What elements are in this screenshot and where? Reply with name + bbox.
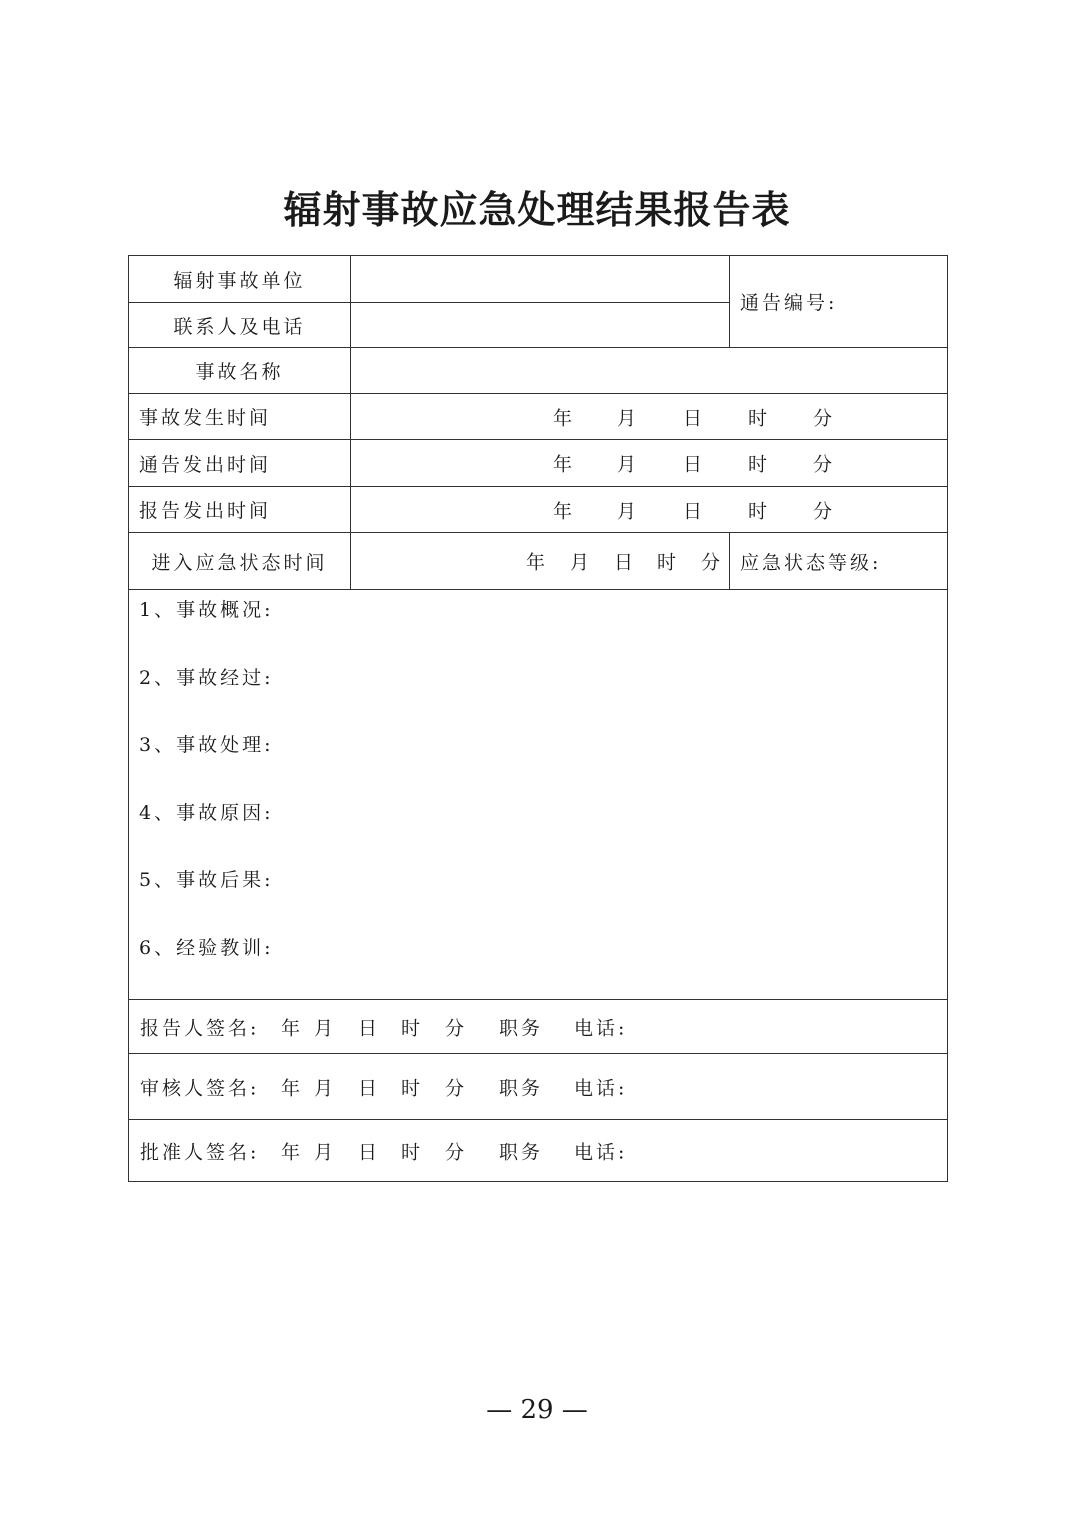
hour-unit: 时 — [748, 407, 768, 429]
day-unit: 日 — [358, 1141, 381, 1163]
report-form-table — [128, 255, 948, 1182]
accident-name-field[interactable] — [351, 348, 948, 394]
content-item: 2、事故经过: — [139, 666, 274, 689]
page-title: 辐射事故应急处理结果报告表 — [283, 187, 791, 232]
month-unit: 月 — [617, 407, 637, 429]
emergency-time-label: 进入应急状态时间 — [129, 533, 351, 590]
content-item: 4、事故原因: — [139, 801, 274, 824]
content-item: 1、事故概况: — [139, 599, 274, 621]
year-unit: 年 — [553, 500, 573, 522]
reviewer-row[interactable] — [129, 1054, 948, 1120]
contact-label: 联系人及电话 — [129, 303, 351, 348]
unit-label: 辐射事故单位 — [129, 256, 351, 303]
notice-time-label: 通告发出时间 — [129, 440, 351, 487]
report-time-field[interactable] — [351, 487, 948, 533]
hour-unit: 时 — [748, 453, 768, 476]
minute-unit: 分 — [813, 500, 833, 522]
page-number: — 29 — — [486, 1395, 588, 1425]
approver-signature-label: 批准人签名: — [140, 1141, 260, 1163]
month-unit: 月 — [314, 1017, 337, 1039]
hour-unit: 时 — [401, 1141, 424, 1163]
minute-unit: 分 — [445, 1017, 468, 1039]
emergency-time-field[interactable] — [351, 533, 730, 590]
month-unit: 月 — [314, 1077, 337, 1099]
reviewer-signature-label: 审核人签名: — [140, 1077, 260, 1099]
report-time-label: 报告发出时间 — [129, 487, 351, 533]
hour-unit: 时 — [401, 1017, 424, 1039]
emergency-level-label: 应急状态等级: — [730, 533, 948, 590]
day-unit: 日 — [614, 551, 634, 574]
minute-unit: 分 — [445, 1077, 468, 1099]
minute-unit: 分 — [813, 407, 833, 429]
month-unit: 月 — [617, 500, 637, 522]
year-unit: 年 — [281, 1017, 304, 1039]
month-unit: 月 — [617, 453, 637, 476]
minute-unit: 分 — [701, 551, 721, 574]
occur-time-field[interactable] — [351, 394, 948, 440]
year-unit: 年 — [553, 407, 573, 429]
content-item: 6、经验教训: — [139, 936, 274, 959]
day-unit: 日 — [358, 1077, 381, 1099]
accident-name-label: 事故名称 — [129, 348, 351, 394]
hour-unit: 时 — [657, 551, 677, 574]
phone-label: 电话: — [574, 1141, 628, 1163]
day-unit: 日 — [358, 1017, 381, 1039]
minute-unit: 分 — [445, 1141, 468, 1163]
occur-time-label: 事故发生时间 — [129, 394, 351, 440]
hour-unit: 时 — [401, 1077, 424, 1099]
unit-field[interactable] — [351, 256, 730, 303]
day-unit: 日 — [683, 407, 703, 429]
year-unit: 年 — [526, 551, 546, 574]
year-unit: 年 — [281, 1077, 304, 1099]
approver-row[interactable] — [129, 1120, 948, 1182]
phone-label: 电话: — [574, 1077, 628, 1099]
notice-time-field[interactable] — [351, 440, 948, 487]
position-label: 职务 — [499, 1077, 544, 1099]
month-unit: 月 — [314, 1141, 337, 1163]
year-unit: 年 — [281, 1141, 304, 1163]
minute-unit: 分 — [813, 453, 833, 476]
day-unit: 日 — [683, 453, 703, 476]
month-unit: 月 — [570, 551, 590, 574]
hour-unit: 时 — [748, 500, 768, 522]
reporter-row[interactable] — [129, 1000, 948, 1054]
phone-label: 电话: — [574, 1017, 628, 1039]
year-unit: 年 — [553, 453, 573, 476]
position-label: 职务 — [499, 1141, 544, 1163]
content-item: 5、事故后果: — [139, 869, 274, 891]
content-item: 3、事故处理: — [139, 734, 274, 756]
day-unit: 日 — [683, 500, 703, 522]
position-label: 职务 — [499, 1017, 544, 1039]
content-area[interactable] — [129, 590, 948, 1000]
contact-field[interactable] — [351, 303, 730, 348]
notice-no-label: 通告编号: — [730, 256, 948, 348]
reporter-signature-label: 报告人签名: — [140, 1017, 260, 1039]
